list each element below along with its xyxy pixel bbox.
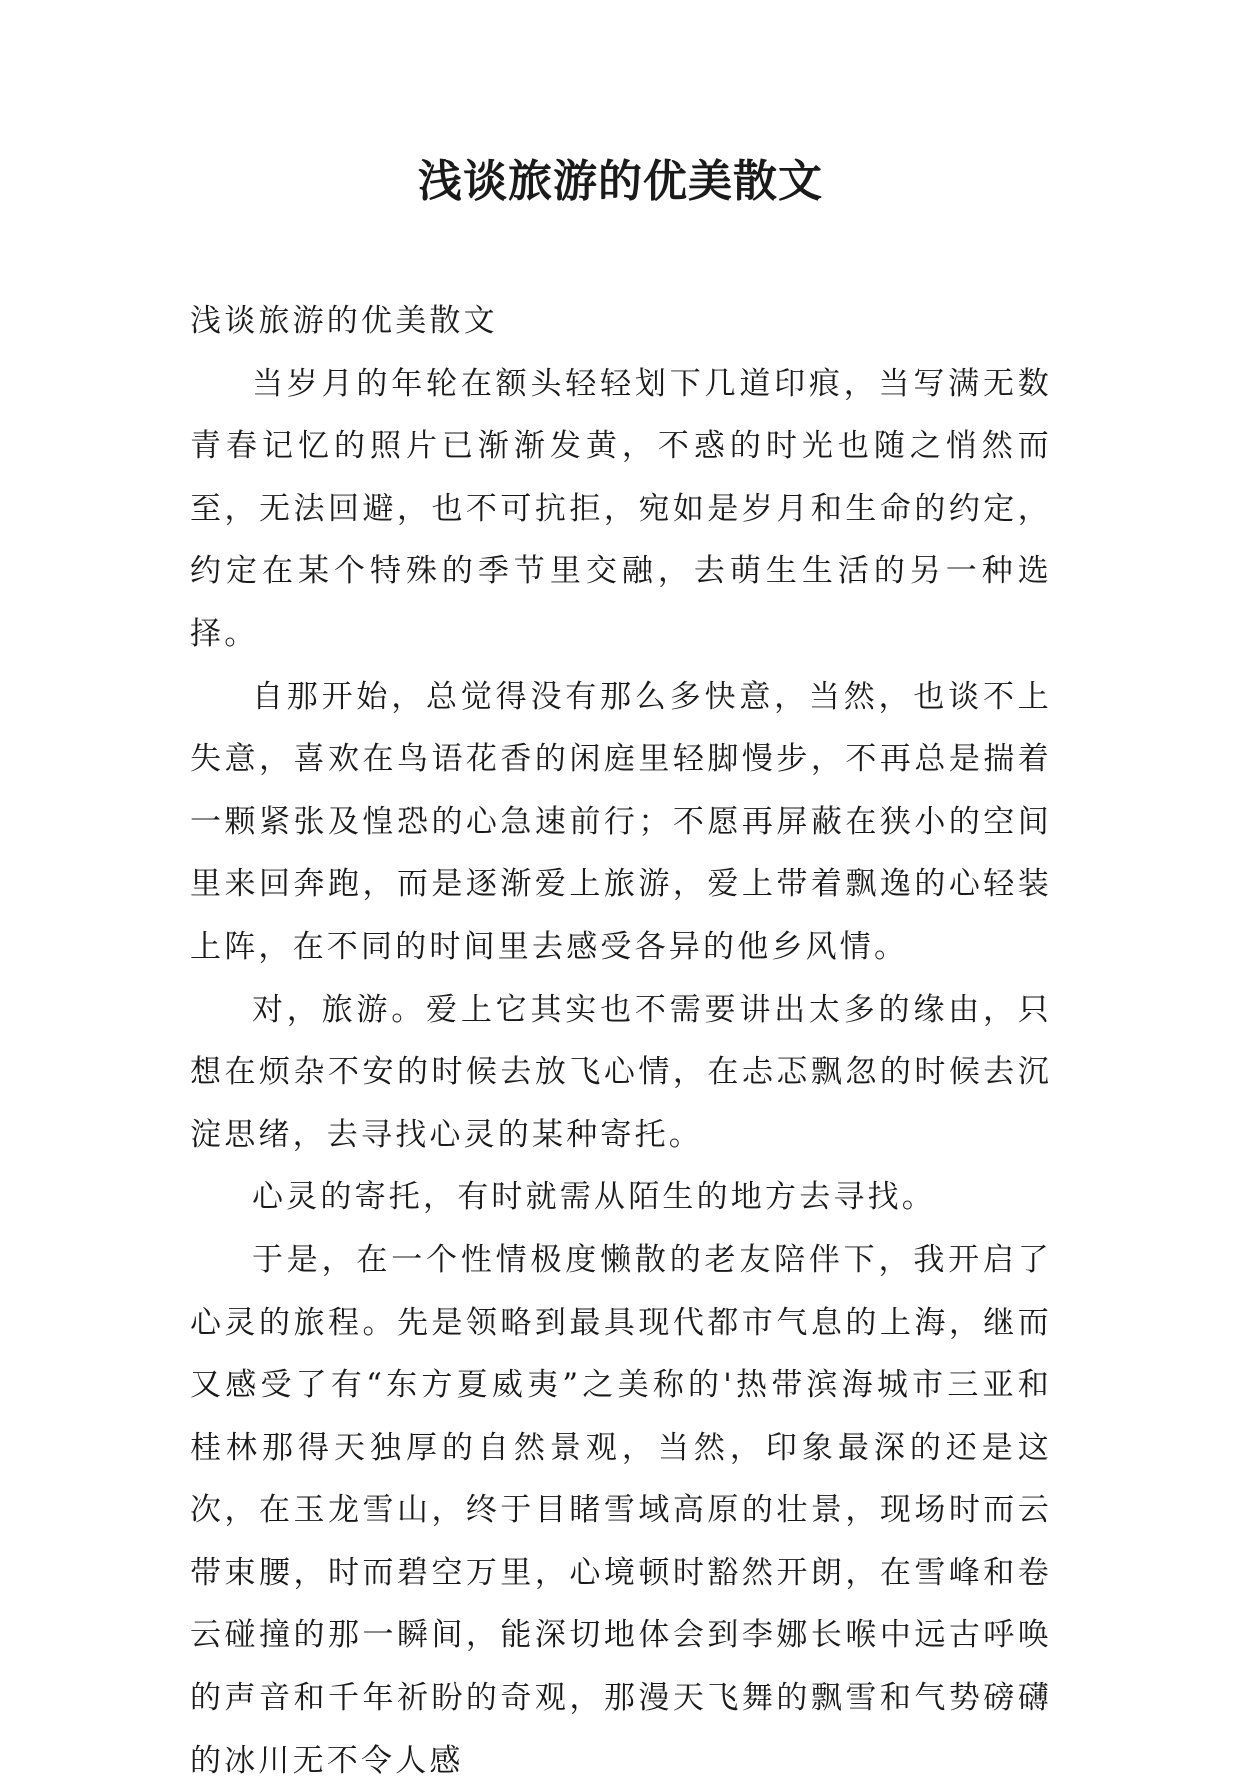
document-title: 浅谈旅游的优美散文	[418, 156, 823, 207]
document-subtitle: 浅谈旅游的优美散文	[190, 303, 498, 339]
document-body	[190, 290, 1052, 1792]
paragraph-2: 自那开始，总觉得没有那么多快意，当然，也谈不上失意，喜欢在鸟语花香的闲庭里轻脚慢步，不再总是揣着一颗紧张及惶恐的心急速前行；不愿再屏蔽在狭小的空间里来回奔跑，而是逐渐爱上旅游，爱上带着飘逸的心轻装上阵，在不同的时间里去感受各异的他乡风情。	[190, 678, 1052, 965]
paragraph-1: 当岁月的年轮在额头轻轻划下几道印痕，当写满无数青春记忆的照片已渐渐发黄，不惑的时光也随之悄然而至，无法回避，也不可抗拒，宛如是岁月和生命的约定，约定在某个特殊的季节里交融，去萌生生活的另一种选择。	[190, 365, 1052, 652]
paragraph-3: 对，旅游。爱上它其实也不需要讲出太多的缘由，只想在烦杂不安的时候去放飞心情，在忐忑飘忽的时候去沉淀思绪，去寻找心灵的某种寄托。	[190, 991, 1052, 1153]
paragraph-4: 心灵的寄托，有时就需从陌生的地方去寻找。	[252, 1179, 936, 1216]
paragraph-5: 于是，在一个性情极度懒散的老友陪伴下，我开启了心灵的旅程。先是领略到最具现代都市气息的上海，继而又感受了有“东方夏威夷”之美称的'热带滨海城市三亚和桂林那得天独厚的自然景观，当然，印象最深的还是这次，在玉龙雪山，终于目睹雪域高原的壮景，现场时而云带束腰，时而碧空万里，心境顿时豁然开朗，在雪峰和卷云碰撞的那一瞬间，能深切地体会到李娜长喉中远古呼唤的声音和千年祈盼的奇观，那漫天飞舞的飘雪和气势磅礴的冰川无不令人感	[190, 1241, 1052, 1779]
